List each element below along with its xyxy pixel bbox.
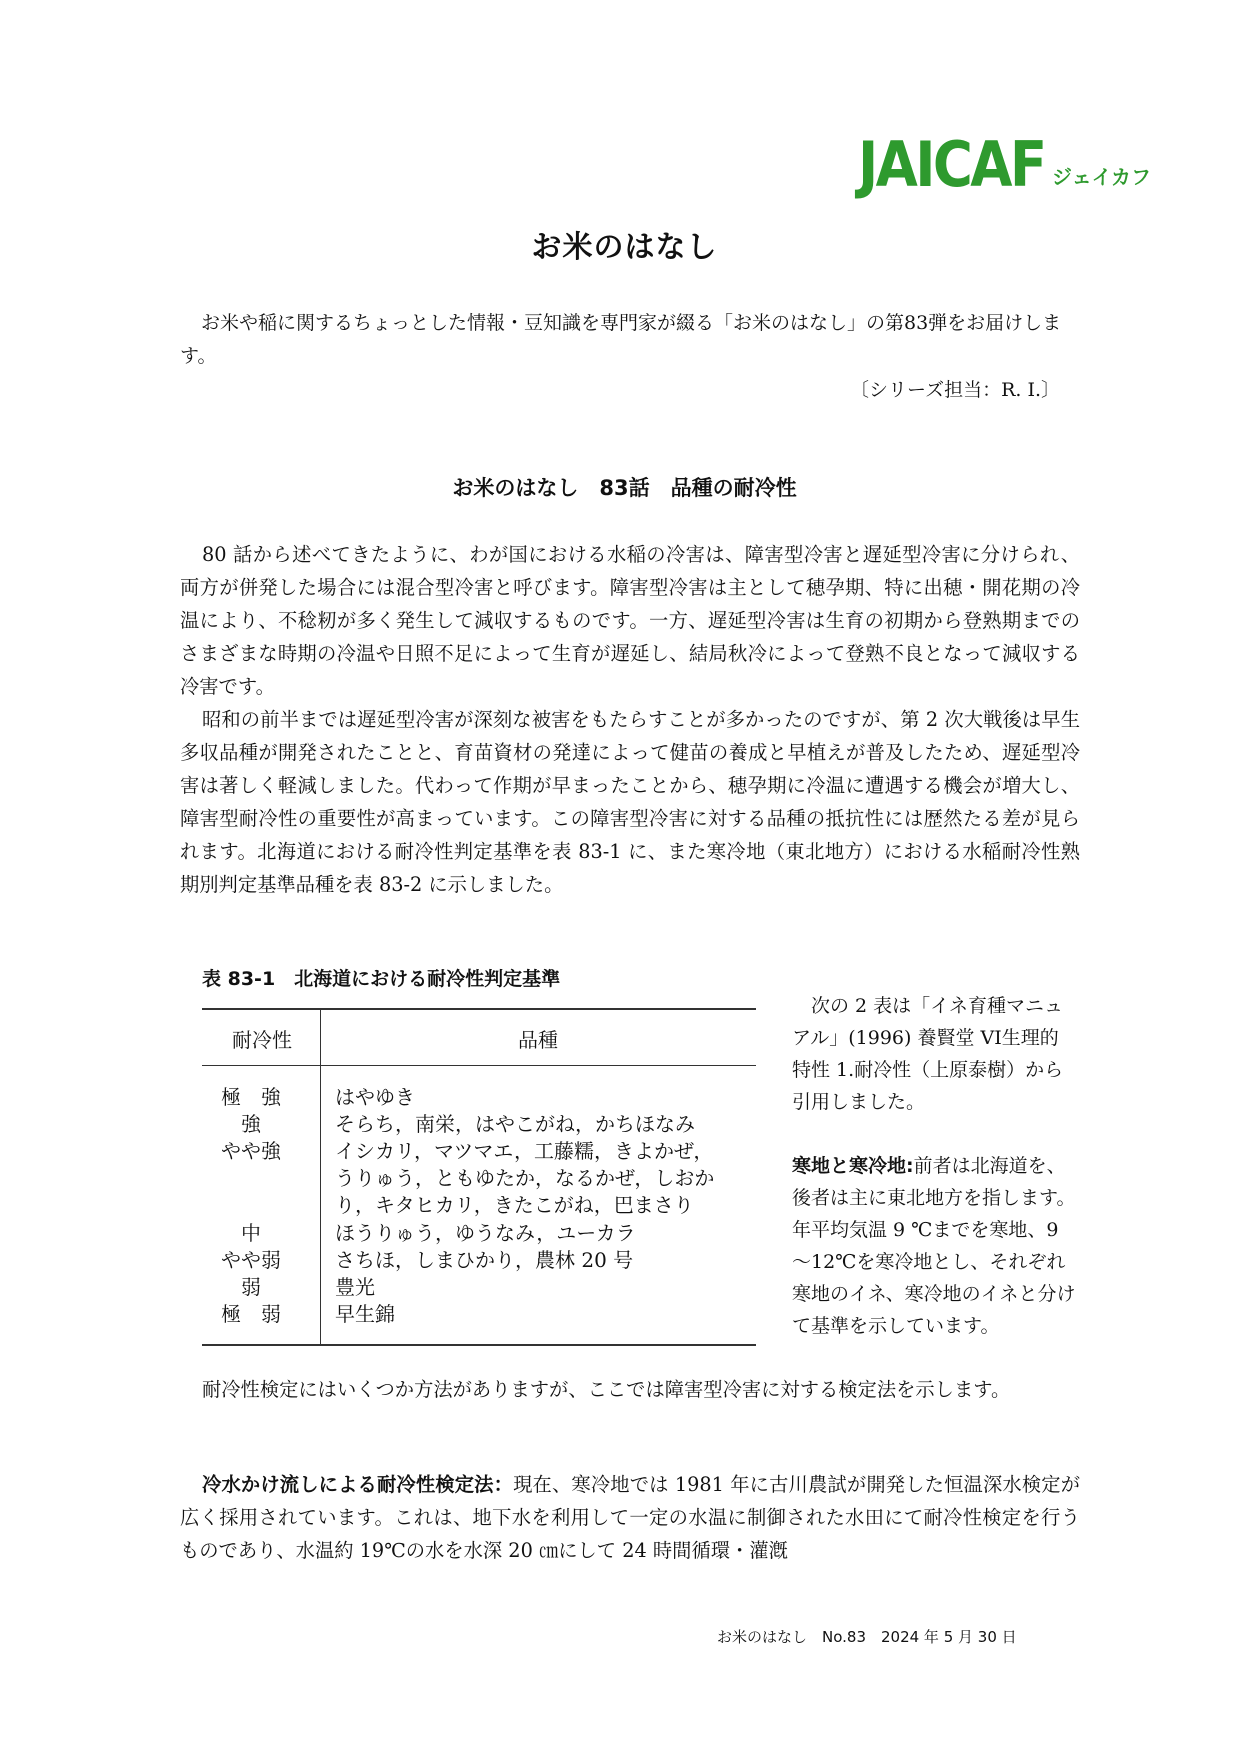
- paragraph-cold-damage-types: 80 話から述べてきたように、わが国における水稲の冷害は、障害型冷害と遅延型冷害に分けられ、両方が併発した場合には混合型冷害と呼びます。障害型冷害は主として穂孕期、特に出穂・開花期の冷温により、不稔籾が多く発生して減収するものです。一方、遅延型冷害は生育の初期から登熟期までのさまざまな時期の冷温や日照不足によって生育が遅延し、結局秋冷によって登熟不良となって減収する冷害です。: [180, 543, 1080, 698]
- paragraph-cold-water-method: [180, 1468, 1080, 1567]
- table-cell-rating: やや弱: [221, 1248, 281, 1272]
- table-header-variety: 品種: [518, 1028, 558, 1052]
- table-cell-variety: うりゅう，ともゆたか，なるかぜ，しおか: [335, 1166, 715, 1190]
- logo-sub-text: ジェイカフ: [1051, 165, 1151, 189]
- section-title: お米のはなし 83話 品種の耐冷性: [452, 476, 797, 500]
- table-header-rating: 耐冷性: [232, 1028, 292, 1052]
- table-cell-variety: 豊光: [335, 1275, 375, 1299]
- definition-text: 前者は北海道を、後者は主に東北地方を指します。年平均気温 9 ℃までを寒地、9 ～12℃を寒冷地とし、それぞれ寒地のイネ、寒冷地のイネと分けて基準を示しています。: [792, 1155, 1076, 1337]
- table-cell-rating: 極 強: [221, 1085, 281, 1109]
- cold-tolerance-table: [202, 1008, 756, 1346]
- table-title: 表 83-1 北海道における耐冷性判定基準: [202, 968, 561, 990]
- logo-main-text: JAICAF: [858, 128, 1045, 201]
- side-note-definition: [792, 1150, 1076, 1342]
- jaicaf-logo: [858, 128, 1151, 201]
- table-column-divider: [320, 1010, 321, 1344]
- definition-term: 寒地と寒冷地:: [792, 1155, 914, 1177]
- table-cell-rating: 極 弱: [221, 1302, 281, 1326]
- table-cell-variety: り，キタヒカリ，きたこがね，巴まさり: [335, 1193, 694, 1217]
- side-note-source: 次の 2 表は「イネ育種マニュアル」(1996) 養賢堂 VI生理的特性 1.耐冷性（上原泰樹）から引用しました。: [792, 995, 1064, 1113]
- table-cell-rating: 中: [241, 1221, 261, 1245]
- table-cell-variety: そらち，南栄，はやこがね，かちほなみ: [335, 1112, 695, 1136]
- paragraph-cold-tolerance-history: 昭和の前半までは遅延型冷害が深刻な被害をもたらすことが多かったのですが、第 2 次大戦後は早生多収品種が開発されたことと、育苗資材の発達によって健苗の養成と早植えが普及したため、遅延型冷害は著しく軽減しました。代わって作期が早まったことから、穂孕期に冷温に遭遇する機会が増大し、障害型耐冷性の重要性が高まっています。この障害型冷害に対する品種の抵抗性には歴然たる差が見られます。北海道における耐冷性判定基準を表 83-1 に、また寒冷地（東北地方）における水稲耐冷性熟期別判定基準品種を表 83-2 に示しました。: [180, 708, 1080, 896]
- footer: お米のはなし No.83 2024 年 5 月 30 日: [717, 1628, 1017, 1646]
- page-title: お米のはなし: [531, 230, 718, 265]
- intro-paragraph: お米や稲に関するちょっとした情報・豆知識を専門家が綴る「お米のはなし」の第83弾をお届けします。: [180, 312, 1062, 367]
- method-lead: 冷水かけ流しによる耐冷性検定法：: [202, 1473, 514, 1496]
- table-cell-variety: さちほ，しまひかり，農林 20 号: [335, 1248, 634, 1272]
- paragraph-test-methods: 耐冷性検定にはいくつか方法がありますが、ここでは障害型冷害に対する検定法を示します。: [202, 1378, 1011, 1401]
- table-cell-variety: はやゆき: [335, 1085, 415, 1109]
- table-cell-rating: やや強: [221, 1139, 281, 1163]
- table-cell-rating: 強: [241, 1112, 261, 1136]
- method-text: 現在、寒冷地では 1981 年に古川農試が開発した恒温深水検定が広く採用されています。これは、地下水を利用して一定の水温に制御された水田にて耐冷性検定を行うものであり、水温約 19℃の水を水深 20 ㎝にして 24 時間循環・灌漑: [180, 1473, 1081, 1562]
- series-note: 〔シリーズ担当：R. I.〕: [850, 379, 1060, 401]
- table-cell-rating: 弱: [241, 1275, 261, 1299]
- table-cell-variety: ほうりゅう，ゆうなみ，ユーカラ: [335, 1221, 636, 1245]
- table-cell-variety: イシカリ，マツマエ，工藤糯，きよかぜ，: [335, 1139, 714, 1163]
- table-header-divider: [202, 1065, 756, 1066]
- table-cell-variety: 早生錦: [335, 1302, 395, 1326]
